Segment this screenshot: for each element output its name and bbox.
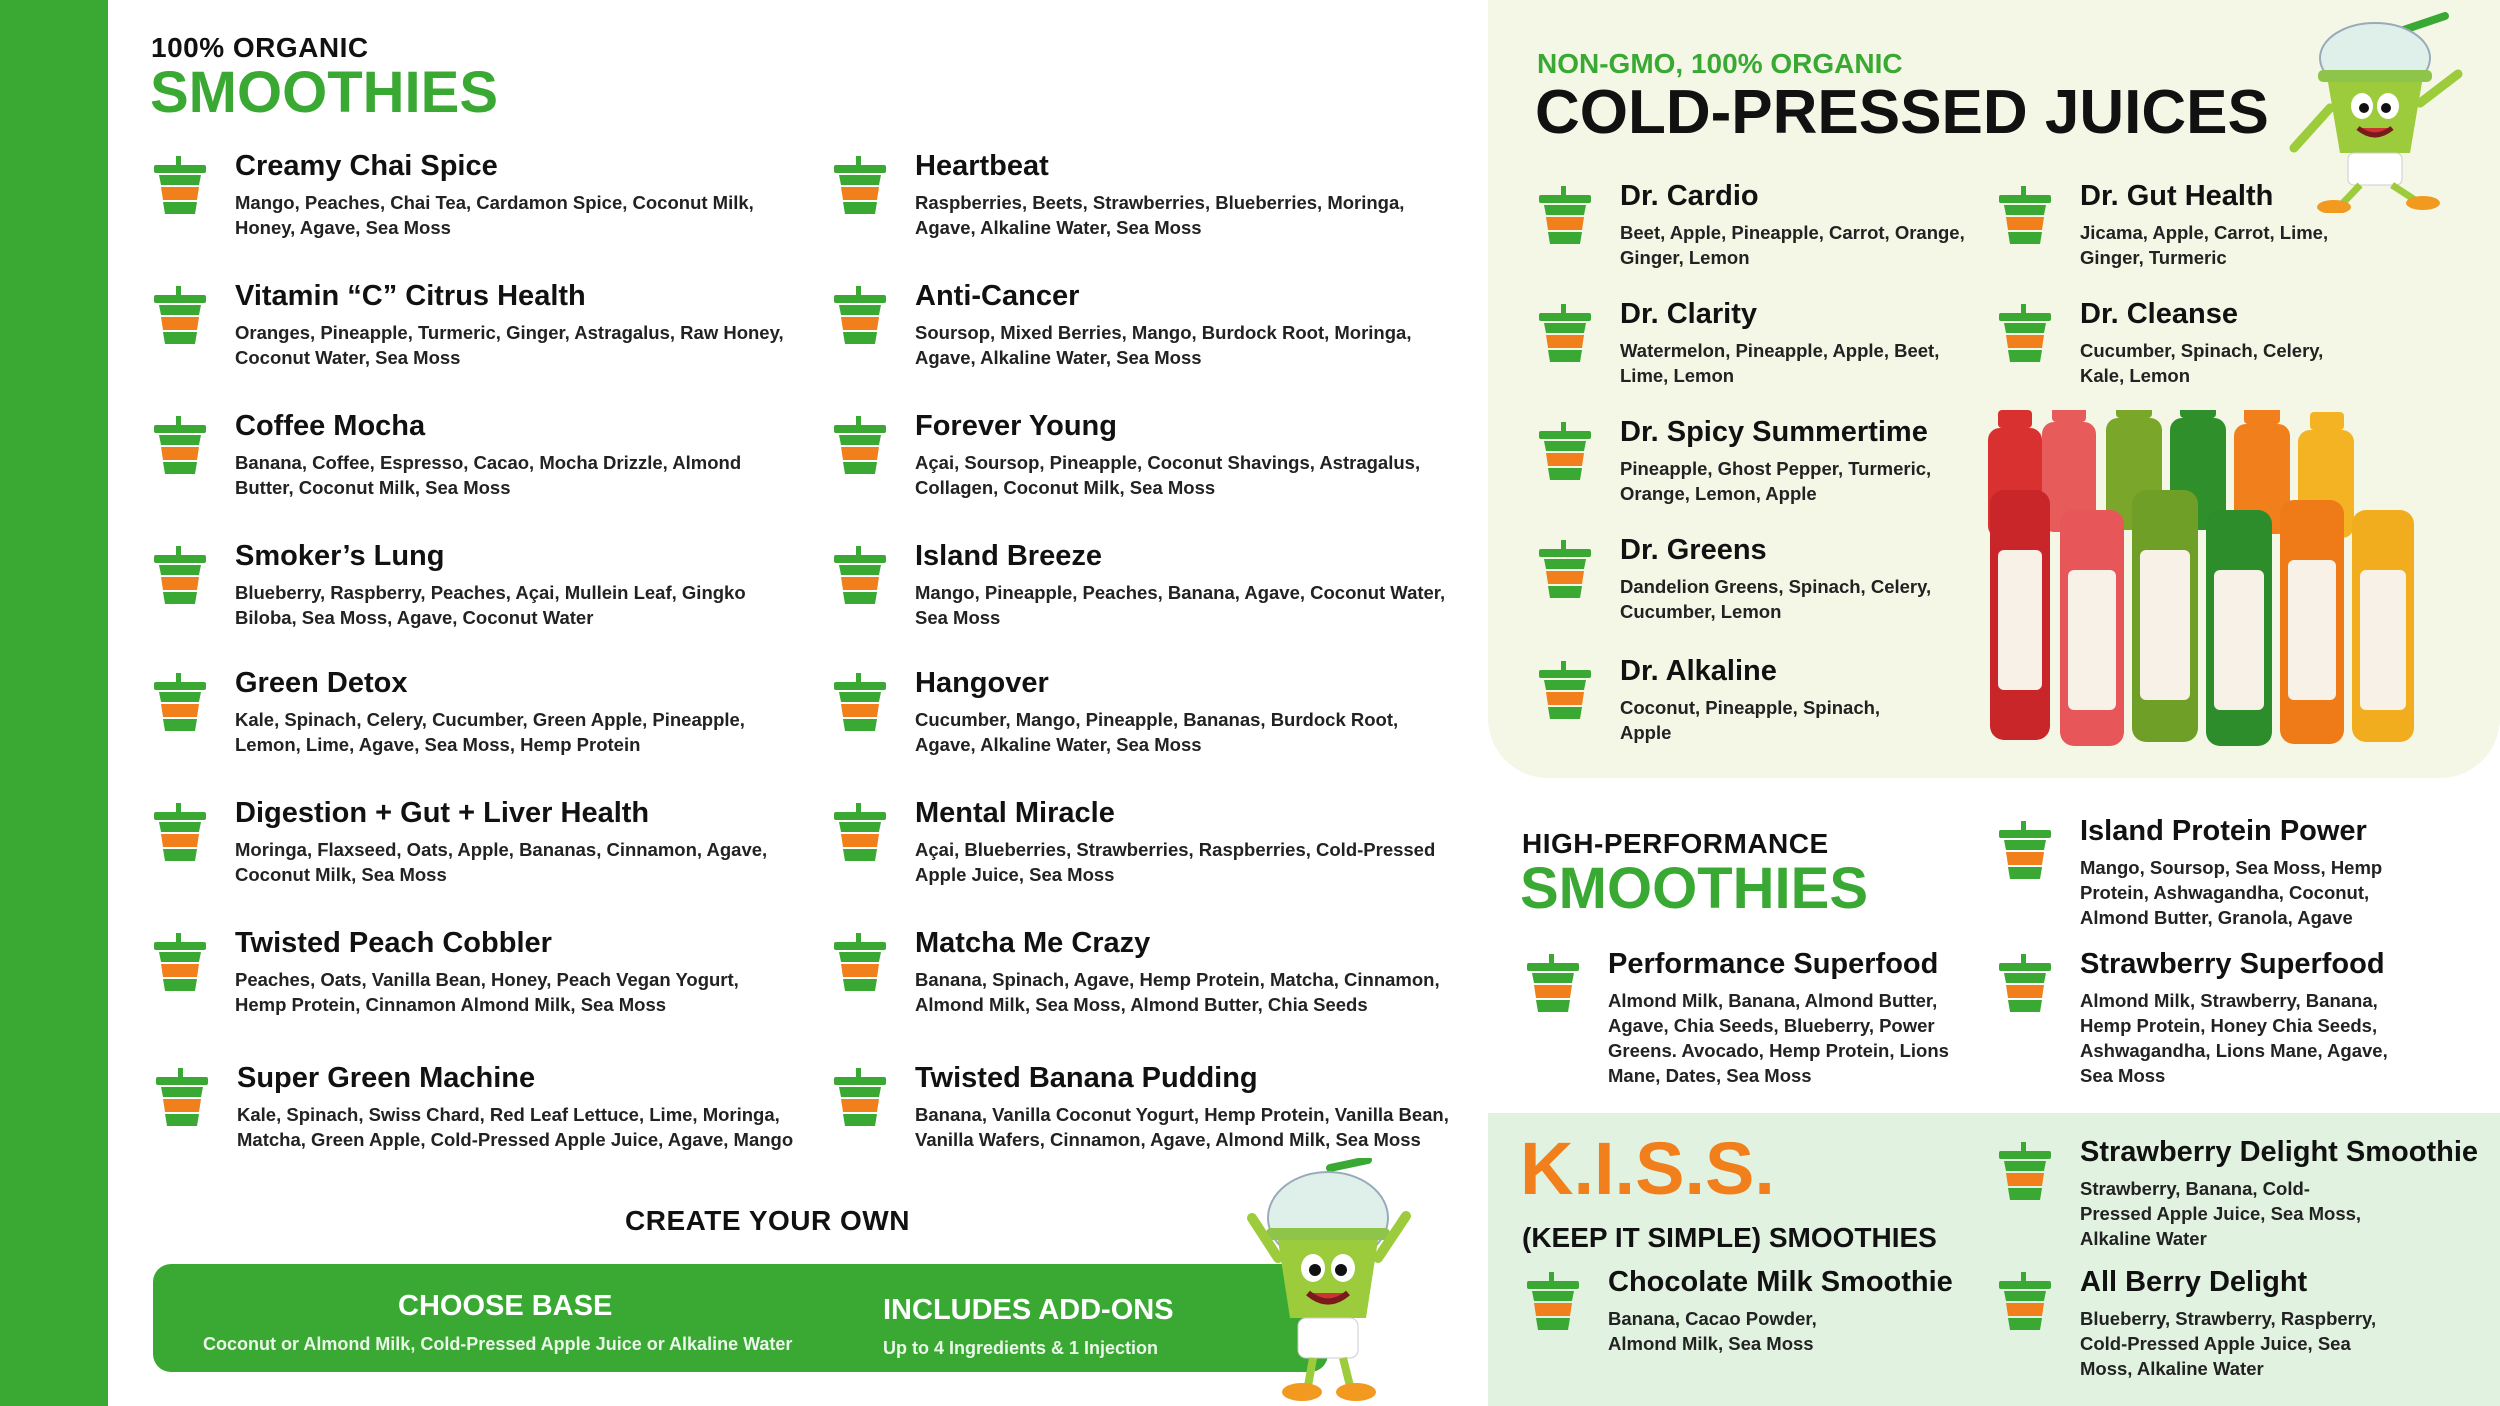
cup-icon <box>832 673 888 733</box>
cup-icon <box>1525 954 1581 1014</box>
create-your-own-box <box>153 1264 1328 1372</box>
item-ingredients: Blueberry, Strawberry, Raspberry, Cold-Pressed Apple Juice, Sea Moss, Alkaline Water <box>2080 1308 2377 1379</box>
item-ingredients: Banana, Coffee, Espresso, Cacao, Mocha Drizzle, Almond Butter, Coconut Milk, Sea Moss <box>235 452 742 498</box>
mascot-illustration <box>1238 1158 1418 1403</box>
item-ingredients: Almond Milk, Strawberry, Banana, Hemp Protein, Honey Chia Seeds, Ashwagandha, Lions Mane, Agave, Sea Moss <box>2080 990 2388 1086</box>
item-ingredients: Kale, Spinach, Celery, Cucumber, Green Apple, Pineapple, Lemon, Lime, Agave, Sea Moss, Hemp Protein <box>235 709 745 755</box>
cup-icon <box>1997 954 2053 1014</box>
item-ingredients: Dandelion Greens, Spinach, Celery, Cucumber, Lemon <box>1620 576 1932 622</box>
item-ingredients: Cucumber, Spinach, Celery, Kale, Lemon <box>2080 340 2324 386</box>
item-name: Vitamin “C” Citrus Health <box>235 280 586 312</box>
item-name: Creamy Chai Spice <box>235 150 498 182</box>
add-ons-details: Up to 4 Ingredients & 1 Injection <box>883 1338 1159 1358</box>
cup-icon <box>832 416 888 476</box>
cup-icon <box>1997 304 2053 364</box>
item-name: Forever Young <box>915 410 1117 442</box>
performance-kicker: HIGH-PERFORMANCE <box>1522 828 1829 859</box>
cup-icon <box>832 546 888 606</box>
item-ingredients: Moringa, Flaxseed, Oats, Apple, Bananas, Cinnamon, Agave, Coconut Milk, Sea Moss <box>235 839 768 885</box>
item-ingredients: Cucumber, Mango, Pineapple, Bananas, Burdock Root, Agave, Alkaline Water, Sea Moss <box>915 709 1399 755</box>
item-name: Twisted Banana Pudding <box>915 1062 1258 1094</box>
item-name: Island Protein Power <box>2080 815 2367 847</box>
item-name: Chocolate Milk Smoothie <box>1608 1266 1953 1298</box>
cup-icon <box>1997 186 2053 246</box>
item-name: Dr. Cardio <box>1620 180 1759 212</box>
item-ingredients: Mango, Peaches, Chai Tea, Cardamon Spice, Coconut Milk, Honey, Agave, Sea Moss <box>235 192 754 238</box>
item-name: Dr. Clarity <box>1620 298 1757 330</box>
item-ingredients: Oranges, Pineapple, Turmeric, Ginger, Astragalus, Raw Honey, Coconut Water, Sea Moss <box>235 322 784 368</box>
item-ingredients: Peaches, Oats, Vanilla Bean, Honey, Peach Vegan Yogurt, Hemp Protein, Cinnamon Almond Milk, Sea Moss <box>235 969 739 1015</box>
item-name: Performance Superfood <box>1608 948 1939 980</box>
create-your-own-title: CREATE YOUR OWN <box>625 1205 910 1236</box>
cup-icon <box>152 933 208 993</box>
cup-icon <box>1525 1272 1581 1332</box>
item-name: Dr. Cleanse <box>2080 298 2238 330</box>
item-ingredients: Açai, Soursop, Pineapple, Coconut Shavings, Astragalus, Collagen, Coconut Milk, Sea Moss <box>915 452 1421 498</box>
item-ingredients: Açai, Blueberries, Strawberries, Raspberries, Cold-Pressed Apple Juice, Sea Moss <box>915 839 1436 885</box>
juices-kicker: NON-GMO, 100% ORGANIC <box>1537 48 1903 79</box>
kiss-subtitle: (KEEP IT SIMPLE) SMOOTHIES <box>1522 1222 1937 1253</box>
item-name: Island Breeze <box>915 540 1102 572</box>
cup-icon <box>832 156 888 216</box>
choose-base-title: CHOOSE BASE <box>398 1290 613 1322</box>
item-ingredients: Raspberries, Beets, Strawberries, Blueberries, Moringa, Agave, Alkaline Water, Sea Moss <box>915 192 1405 238</box>
smoothies-title: SMOOTHIES <box>150 60 499 125</box>
item-ingredients: Banana, Vanilla Coconut Yogurt, Hemp Protein, Vanilla Bean, Vanilla Wafers, Cinnamon, Agave, Almond Milk, Sea Moss <box>915 1104 1449 1150</box>
cup-icon <box>1997 1142 2053 1202</box>
cup-icon <box>832 803 888 863</box>
cup-icon <box>1537 661 1593 721</box>
item-name: Coffee Mocha <box>235 410 426 442</box>
item-ingredients: Soursop, Mixed Berries, Mango, Burdock Root, Moringa, Agave, Alkaline Water, Sea Moss <box>915 322 1412 368</box>
cup-icon <box>152 673 208 733</box>
item-name: Digestion + Gut + Liver Health <box>235 797 650 829</box>
item-ingredients: Watermelon, Pineapple, Apple, Beet, Lime, Lemon <box>1620 340 1940 386</box>
item-name: Smoker’s Lung <box>235 540 445 572</box>
item-name: Heartbeat <box>915 150 1049 182</box>
cup-icon <box>154 1068 210 1128</box>
cup-icon <box>152 803 208 863</box>
cup-icon <box>152 546 208 606</box>
left-accent-bar <box>0 0 108 1406</box>
cup-icon <box>832 1068 888 1128</box>
smoothies-kicker: 100% ORGANIC <box>151 32 369 63</box>
cup-icon <box>1997 1272 2053 1332</box>
item-ingredients: Pineapple, Ghost Pepper, Turmeric, Orange, Lemon, Apple <box>1620 458 1932 504</box>
add-ons-title: INCLUDES ADD-ONS <box>883 1294 1174 1326</box>
cup-icon <box>1537 304 1593 364</box>
item-name: Strawberry Delight Smoothie <box>2080 1136 2479 1168</box>
item-name: Super Green Machine <box>237 1062 536 1094</box>
juice-bottles-image <box>1980 410 2430 750</box>
cup-icon <box>1997 821 2053 881</box>
item-name: Dr. Greens <box>1620 534 1767 566</box>
item-ingredients: Almond Milk, Banana, Almond Butter, Agave, Chia Seeds, Blueberry, Power Greens. Avocado, Hemp Protein, Lions Mane, Dates, Sea Moss <box>1608 990 1949 1086</box>
item-ingredients: Mango, Pineapple, Peaches, Banana, Agave, Coconut Water, Sea Moss <box>915 582 1446 628</box>
item-name: Hangover <box>915 667 1049 699</box>
cup-icon <box>1537 422 1593 482</box>
cup-icon <box>832 286 888 346</box>
performance-title: SMOOTHIES <box>1520 856 1869 921</box>
item-ingredients: Coconut, Pineapple, Spinach, Apple <box>1620 697 1881 743</box>
choose-base-options: Coconut or Almond Milk, Cold-Pressed Apple Juice or Alkaline Water <box>203 1334 793 1354</box>
item-ingredients: Blueberry, Raspberry, Peaches, Açai, Mullein Leaf, Gingko Biloba, Sea Moss, Agave, Coconut Water <box>235 582 746 628</box>
item-name: Twisted Peach Cobbler <box>235 927 552 959</box>
item-name: Dr. Spicy Summertime <box>1620 416 1928 448</box>
cup-icon <box>152 416 208 476</box>
item-name: Matcha Me Crazy <box>915 927 1151 959</box>
item-ingredients: Strawberry, Banana, Cold-Pressed Apple Juice, Sea Moss, Alkaline Water <box>2080 1178 2362 1249</box>
item-name: All Berry Delight <box>2080 1266 2308 1298</box>
item-ingredients: Banana, Spinach, Agave, Hemp Protein, Matcha, Cinnamon, Almond Milk, Sea Moss, Almond Butter, Chia Seeds <box>915 969 1440 1015</box>
kiss-title: K.I.S.S. <box>1520 1127 1775 1210</box>
item-ingredients: Kale, Spinach, Swiss Chard, Red Leaf Lettuce, Lime, Moringa, Matcha, Green Apple, Cold-Pressed Apple Juice, Agave, Mango <box>237 1104 794 1150</box>
item-name: Anti-Cancer <box>915 280 1080 312</box>
item-ingredients: Mango, Soursop, Sea Moss, Hemp Protein, Ashwagandha, Coconut, Almond Butter, Granola, Agave <box>2080 857 2383 928</box>
item-name: Mental Miracle <box>915 797 1115 829</box>
juices-title: COLD-PRESSED JUICES <box>1535 78 2269 147</box>
cup-icon <box>152 286 208 346</box>
cup-icon <box>832 933 888 993</box>
item-ingredients: Banana, Cacao Powder, Almond Milk, Sea Moss <box>1608 1308 1817 1354</box>
item-name: Dr. Gut Health <box>2080 180 2274 212</box>
item-name: Dr. Alkaline <box>1620 655 1777 687</box>
mascot-illustration <box>2280 8 2480 213</box>
item-name: Strawberry Superfood <box>2080 948 2385 980</box>
item-ingredients: Beet, Apple, Pineapple, Carrot, Orange, Ginger, Lemon <box>1620 222 1965 268</box>
item-name: Green Detox <box>235 667 408 699</box>
cup-icon <box>152 156 208 216</box>
cup-icon <box>1537 540 1593 600</box>
item-ingredients: Jicama, Apple, Carrot, Lime, Ginger, Turmeric <box>2080 222 2329 268</box>
cup-icon <box>1537 186 1593 246</box>
